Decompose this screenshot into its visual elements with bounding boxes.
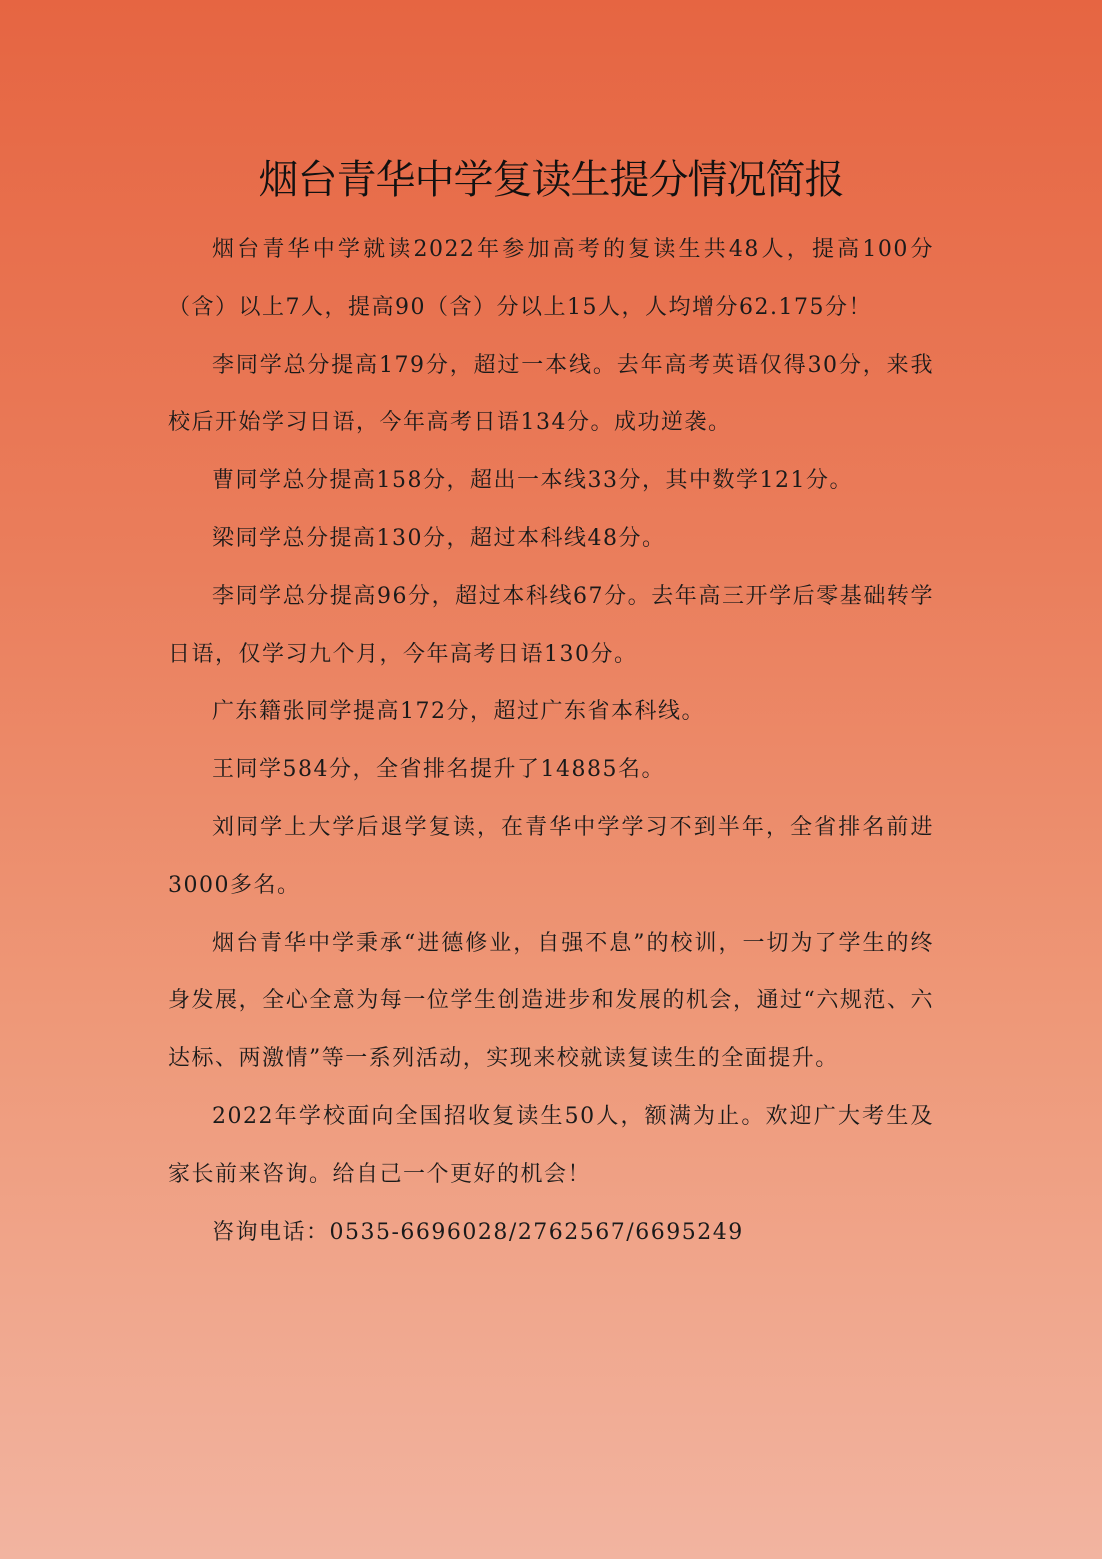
paragraph-student-wang: 王同学584分，全省排名提升了14885名。 [212,757,665,783]
paragraph-enrollment: 2022年学校面向全国招收复读生50人，额满为止。欢迎广大考生及家长前来咨询。给自己一个更好的机会！ [168,1103,934,1187]
paragraph-student-li-2: 李同学总分提高96分，超过本科线67分。去年高三开学后零基础转学日语，仅学习九个月，今年高考日语130分。 [168,583,934,667]
document-body [168,221,934,1261]
paragraph-student-zhang: 广东籍张同学提高172分，超过广东省本科线。 [212,699,705,725]
paragraph-student-liang: 梁同学总分提高130分，超过本科线48分。 [212,525,666,551]
document-title: 烟台青华中学复读生提分情况简报 [258,157,844,203]
paragraph-student-liu: 刘同学上大学后退学复读，在青华中学学习不到半年，全省排名前进3000多名。 [168,814,934,898]
paragraph-summary: 烟台青华中学就读2022年参加高考的复读生共48人，提高100分（含）以上7人，提高90（含）分以上15人，人均增分62.175分！ [168,237,934,320]
paragraph-contact-phone: 咨询电话：0535-6696028/2762567/6695249 [212,1219,744,1245]
paragraph-student-cao: 曹同学总分提高158分，超出一本线33分，其中数学121分。 [212,468,853,494]
paragraph-student-li-1: 李同学总分提高179分，超过一本线。去年高考英语仅得30分，来我校后开始学习日语，今年高考日语134分。成功逆袭。 [168,352,934,436]
paragraph-school-motto: 烟台青华中学秉承“进德修业，自强不息”的校训，一切为了学生的终身发展，全心全意为每一位学生创造进步和发展的机会，通过“六规范、六达标、两激情”等一系列活动，实现来校就读复读生的全面提升。 [168,930,934,1072]
